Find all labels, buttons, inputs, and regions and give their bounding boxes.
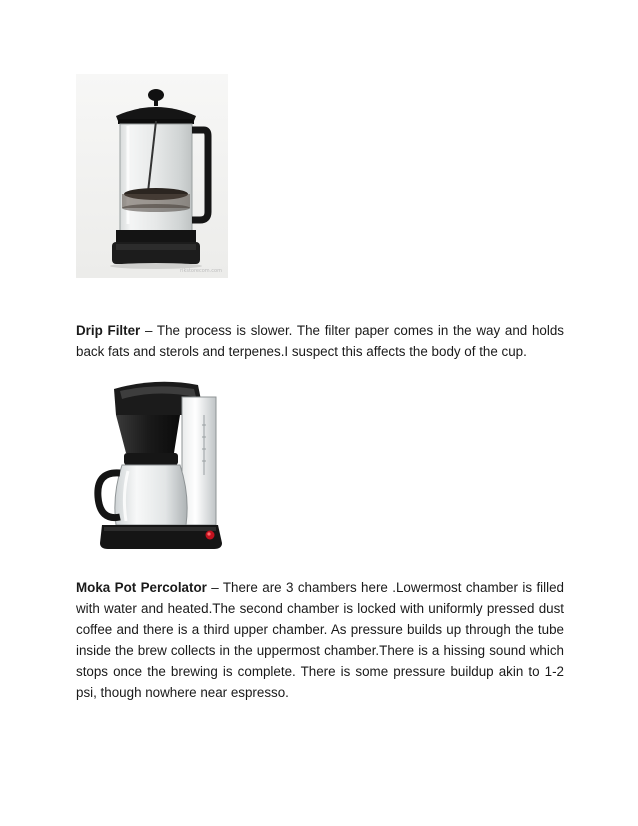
french-press-image (76, 74, 228, 278)
moka-pot-heading: Moka Pot Percolator (76, 580, 207, 595)
french-press-illustration (76, 74, 228, 278)
moka-pot-paragraph (76, 577, 564, 703)
drip-filter-heading: Drip Filter (76, 323, 141, 338)
image-watermark: rikstorecom.com (180, 268, 222, 274)
drip-coffee-maker-illustration (86, 375, 228, 567)
drip-filter-text: – The process is slower. The filter paper comes in the way and holds back fats and sterols and terpenes.I suspect this affects the body of the cup. (76, 323, 564, 359)
moka-pot-text: – There are 3 chambers here .Lowermost chamber is filled with water and heated.The second chamber is locked with uniformly pressed dust coffee and there is a third upper chamber. As pressure builds up through the tube inside the brew collects in the uppermost chamber.There is a hissing sound which stops once the brewing is complete. There is some pressure buildup akin to 1-2 psi, though nowhere near espresso. (76, 580, 564, 700)
drip-filter-paragraph (76, 320, 564, 362)
drip-coffee-maker-image (86, 375, 228, 567)
